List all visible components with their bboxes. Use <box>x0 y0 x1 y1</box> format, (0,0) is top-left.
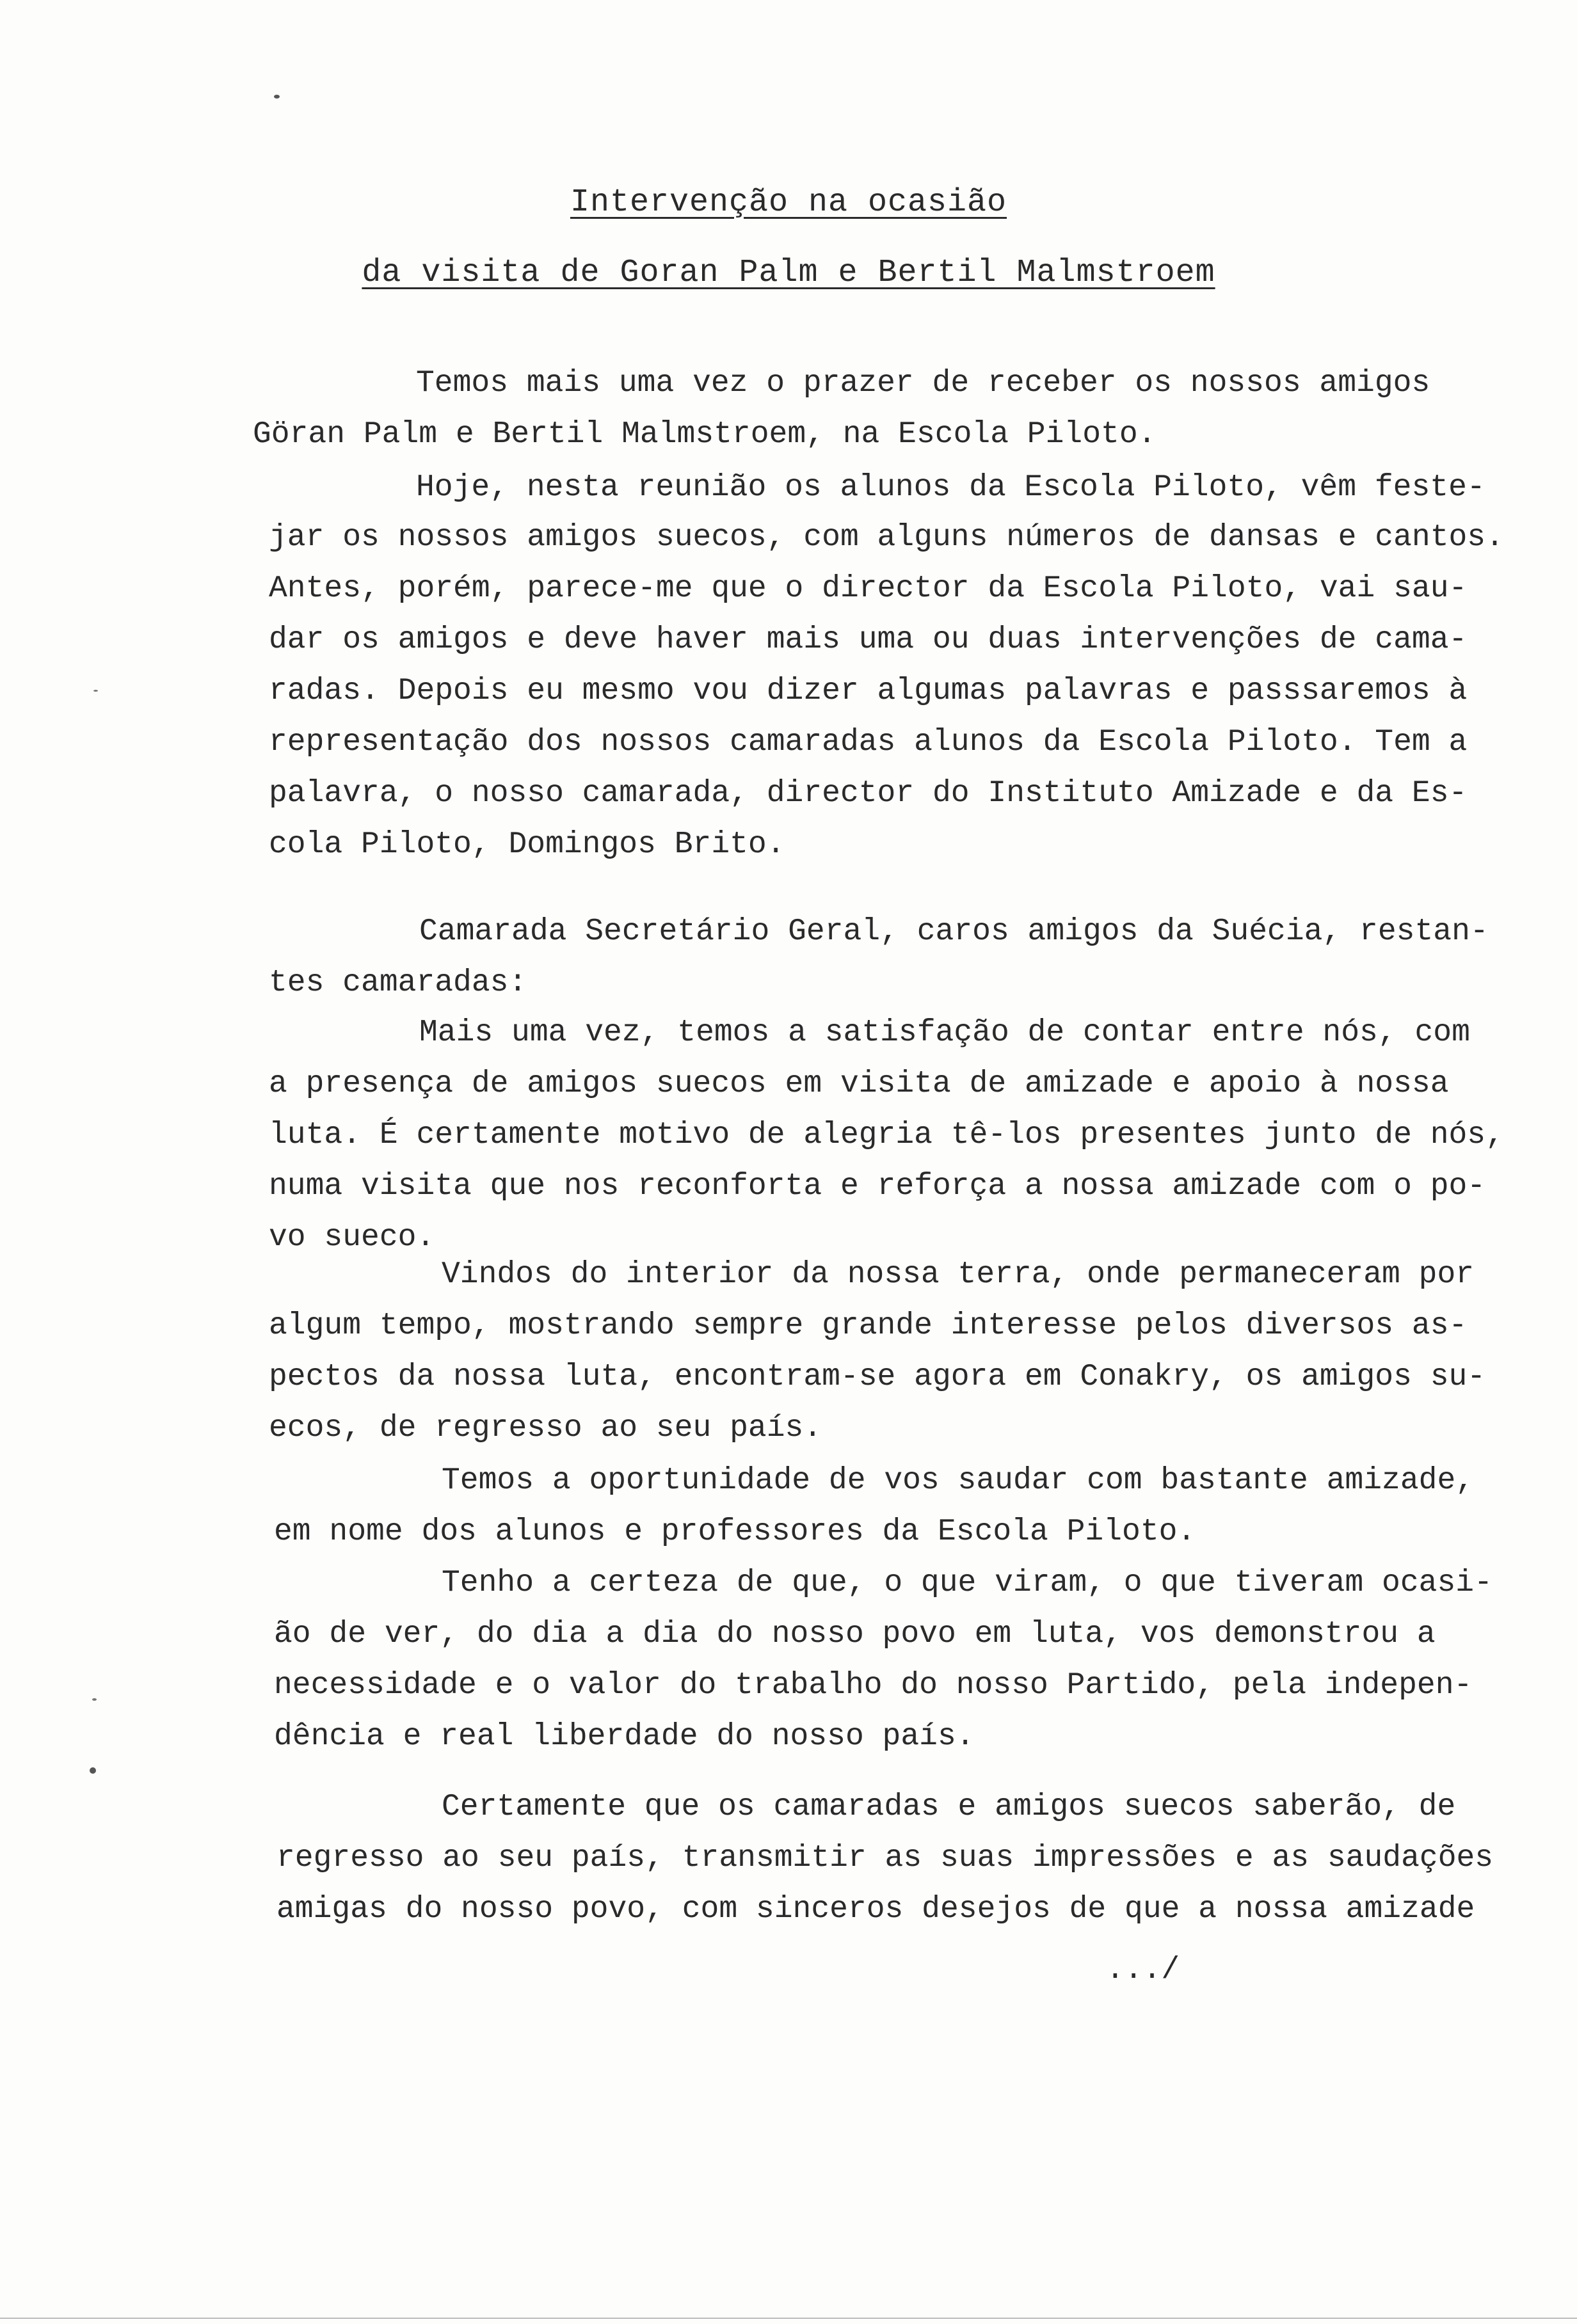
text-line: Göran Palm e Bertil Malmstroem, na Escola Piloto. <box>253 417 1157 452</box>
text-line: algum tempo, mostrando sempre grande interesse pelos diversos as- <box>269 1309 1468 1343</box>
text-line: palavra, o nosso camarada, director do Instituto Amizade e da Es- <box>269 776 1468 811</box>
text-line: representação dos nossos camaradas alunos da Escola Piloto. Tem a <box>269 725 1468 760</box>
text-line: radas. Depois eu mesmo vou dizer algumas palavras e passsaremos à <box>269 674 1468 708</box>
text-line: numa visita que nos reconforta e reforça a nossa amizade com o po- <box>269 1169 1486 1204</box>
text-line: cola Piloto, Domingos Brito. <box>269 827 785 862</box>
text-line: jar os nossos amigos suecos, com alguns números de dansas e cantos. <box>269 520 1504 555</box>
text-line: Temos mais uma vez o prazer de receber os nossos amigos <box>416 366 1430 401</box>
speck <box>274 95 280 99</box>
text-line: a presença de amigos suecos em visita de amizade e apoio à nossa <box>269 1067 1449 1101</box>
text-line: Temos a oportunidade de vos saudar com bastante amizade, <box>442 1463 1475 1498</box>
text-line: necessidade e o valor do trabalho do nosso Partido, pela indepen- <box>274 1668 1473 1703</box>
text-line: Camarada Secretário Geral, caros amigos da Suécia, restan- <box>419 914 1489 949</box>
speck <box>93 690 98 692</box>
speck <box>92 1698 97 1701</box>
text-line: luta. É certamente motivo de alegria tê-los presentes junto de nós, <box>269 1118 1504 1152</box>
text-line: Mais uma vez, temos a satisfação de contar entre nós, com <box>419 1015 1470 1050</box>
text-line: ecos, de regresso ao seu país. <box>269 1411 822 1445</box>
text-line: vo sueco. <box>269 1220 435 1255</box>
title-line-1: Intervenção na ocasião <box>570 184 1007 221</box>
text-line: Vindos do interior da nossa terra, onde permaneceram por <box>442 1257 1475 1292</box>
text-line: regresso ao seu país, transmitir as suas impressões e as saudações <box>276 1841 1494 1875</box>
text-line: Antes, porém, parece-me que o director da Escola Piloto, vai sau- <box>269 571 1468 606</box>
text-line: pectos da nossa luta, encontram-se agora em Conakry, os amigos su- <box>269 1360 1486 1394</box>
text-line: ão de ver, do dia a dia do nosso povo em luta, vos demonstrou a <box>274 1617 1436 1651</box>
text-line: dar os amigos e deve haver mais uma ou duas intervenções de cama- <box>269 623 1468 657</box>
text-line: Certamente que os camaradas e amigos suecos saberão, de <box>442 1790 1456 1824</box>
speck <box>90 1767 96 1774</box>
title-line-2: da visita de Goran Palm e Bertil Malmstroem <box>362 255 1215 291</box>
text-line: amigas do nosso povo, com sinceros desejos de que a nossa amizade <box>276 1892 1475 1927</box>
text-line: em nome dos alunos e professores da Escola Piloto. <box>274 1515 1196 1549</box>
text-line: tes camaradas: <box>269 966 527 1000</box>
text-line: Tenho a certeza de que, o que viram, o que tiveram ocasi- <box>442 1566 1493 1600</box>
page-edge <box>0 2318 1577 2319</box>
text-line: dência e real liberdade do nosso país. <box>274 1719 975 1754</box>
continuation-mark: .../ <box>1106 1953 1180 1987</box>
text-line: Hoje, nesta reunião os alunos da Escola Piloto, vêm feste- <box>416 470 1485 505</box>
